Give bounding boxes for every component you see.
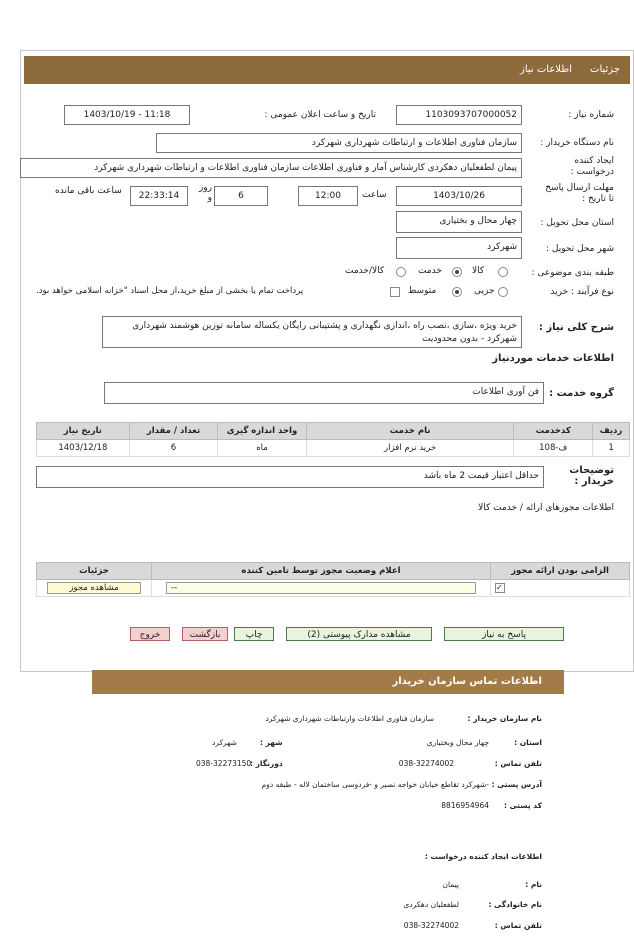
category-both-radio[interactable] — [396, 267, 406, 277]
process-medium-label: متوسط — [408, 286, 437, 296]
time-label: ساعت — [362, 190, 387, 200]
services-header-row — [37, 423, 630, 440]
process-medium-radio[interactable] — [452, 287, 462, 297]
postal-value: 8816954964 — [441, 801, 489, 810]
city-label: شهر محل تحویل : — [545, 244, 614, 254]
category-goods-label: کالا — [472, 266, 485, 276]
creator-family-label: نام خانوادگی : — [488, 900, 542, 909]
cell-row: 1 — [593, 440, 630, 457]
col-required: الزامی بودن ارائه مجوز — [491, 563, 630, 580]
col-name: نام خدمت — [306, 423, 514, 440]
process-label: نوع فرآیند : خرید — [550, 287, 614, 297]
back-button[interactable]: بازگشت — [182, 627, 228, 641]
creator-title: اطلاعات ایجاد کننده درخواست : — [424, 852, 542, 861]
payment-checkbox[interactable] — [390, 287, 400, 297]
contact-province-value: چهار محال وبختیاری — [426, 738, 489, 747]
service-group-label: گروه خدمت : — [549, 388, 614, 399]
remaining-label: ساعت باقی مانده — [55, 186, 122, 196]
col-code: کدخدمت — [514, 423, 593, 440]
services-title: اطلاعات خدمات موردنیاز — [492, 353, 614, 364]
details-link[interactable]: جزئیات — [590, 64, 620, 75]
need-number-value: 1103093707000052 — [396, 105, 522, 125]
buyer-notes-text: حداقل اعتبار قیمت 2 ماه باشد — [36, 466, 544, 488]
col-status: اعلام وضعیت مجوز توسط تامین کننده — [152, 563, 491, 580]
buyer-label: نام دستگاه خریدار : — [540, 138, 614, 148]
category-both-label: کالا/خدمت — [345, 266, 385, 276]
address-value: -شهرکرد تقاطع خیابان خواجه نصیر و -فردوسی ساختمان لاله - طبقه دوم — [261, 780, 489, 789]
process-partial-label: جزیی — [474, 286, 495, 296]
exit-button[interactable]: خروج — [130, 627, 170, 641]
buyer-value: سازمان فناوری اطلاعات و ارتباطات شهرداری شهرکرد — [156, 133, 522, 153]
permits-table — [36, 562, 630, 597]
requester-value: پیمان لطفعلیان دهکردی کارشناس آمار و فناوری اطلاعات سازمان فناوری اطلاعات و ارتباطات شهرداری شهرکرد — [20, 158, 522, 178]
category-service-radio[interactable] — [452, 267, 462, 277]
creator-family-value: لطفعلیان دهکردی — [403, 900, 459, 909]
permits-title: اطلاعات مجوزهای ارائه / خدمت کالا — [478, 503, 614, 513]
cell-code: ف-108 — [514, 440, 593, 457]
province-value: چهار محال و بختیاری — [396, 211, 522, 233]
table-row — [37, 580, 630, 597]
col-details: جزئیات — [37, 563, 152, 580]
contact-city-value: شهرکرد — [212, 738, 237, 747]
page-title: اطلاعات نیاز — [520, 64, 572, 75]
view-permit-button[interactable]: مشاهده مجوز — [47, 582, 141, 594]
contact-phone-label: تلفن تماس : — [494, 759, 542, 768]
process-partial-radio[interactable] — [498, 287, 508, 297]
col-qty: تعداد / مقدار — [129, 423, 218, 440]
category-label: طبقه بندی موضوعی : — [531, 268, 614, 278]
service-group-value: فن آوری اطلاعات — [104, 382, 544, 404]
creator-name-label: نام : — [525, 880, 542, 889]
print-button[interactable]: چاپ — [234, 627, 274, 641]
cell-unit: ماه — [218, 440, 307, 457]
attachments-button[interactable]: مشاهده مدارک پیوستی (2) — [286, 627, 432, 641]
fax-value: 038-32273150 — [196, 759, 252, 768]
contact-title: اطلاعات تماس سازمان خریدار — [392, 676, 542, 687]
col-row: ردیف — [593, 423, 630, 440]
payment-note: پرداخت تمام یا بخشی از مبلغ خرید،از محل اسناد "خزانه اسلامی خواهد بود. — [36, 286, 304, 296]
reply-button[interactable]: پاسخ به نیاز — [444, 627, 564, 641]
postal-label: کد پستی : — [503, 801, 542, 810]
permits-header-row — [37, 563, 630, 580]
creator-phone-label: تلفن تماس : — [494, 921, 542, 930]
announce-value: 1403/10/19 - 11:18 — [64, 105, 190, 125]
contact-header — [92, 670, 564, 694]
deadline-label: مهلت ارسال پاسخ تا تاریخ : — [545, 183, 614, 204]
org-value: سازمان فناوری اطلاعات وارتباطات شهرداری شهرکرد — [265, 714, 434, 723]
buyer-notes-label: توضیحات خریدار : — [569, 465, 614, 487]
description-text: خرید ویژه ،سازی ،نصب راه ،اندازی نگهداری و پشتیبانی رایگان یکساله سامانه توزین هوشمند شهرداری شهرکرد - بدون محدودیت — [102, 316, 522, 348]
org-label: نام سازمان خریدار : — [467, 714, 542, 723]
fax-label: دورنگار : — [250, 759, 283, 768]
deadline-time: 12:00 — [298, 186, 358, 206]
services-table — [36, 422, 630, 457]
col-date: تاریخ نیاز — [37, 423, 130, 440]
need-number-label: شماره نیاز : — [568, 110, 614, 120]
cell-qty: 6 — [129, 440, 218, 457]
announce-label: تاریخ و ساعت اعلان عمومی : — [264, 110, 376, 120]
contact-phone-value: 038-32274002 — [398, 759, 454, 768]
city-value: شهرکرد — [396, 237, 522, 259]
table-row — [37, 440, 630, 457]
header-bar — [24, 56, 630, 84]
cell-date: 1403/12/18 — [37, 440, 130, 457]
required-checkbox: ✓ — [495, 583, 505, 593]
contact-city-label: شهر : — [260, 738, 283, 747]
province-label: استان محل تحویل : — [540, 218, 614, 228]
requester-label: ایجاد کننده درخواست : — [570, 156, 614, 177]
col-unit: واحد اندازه گیری — [218, 423, 307, 440]
contact-province-label: استان : — [514, 738, 542, 747]
deadline-date: 1403/10/26 — [396, 186, 522, 206]
permit-status-field: -- — [166, 582, 476, 594]
category-goods-radio[interactable] — [498, 267, 508, 277]
days-value: 6 — [214, 186, 268, 206]
address-label: آدرس پستی : — [491, 780, 542, 789]
creator-name-value: پیمان — [442, 880, 459, 889]
cell-name: خرید نرم افزار — [306, 440, 514, 457]
days-label: روز و — [198, 183, 212, 203]
creator-phone-value: 038-32274002 — [403, 921, 459, 930]
remaining-value: 22:33:14 — [130, 186, 188, 206]
description-label: شرح کلی نیاز : — [538, 322, 614, 333]
category-service-label: خدمت — [418, 266, 442, 276]
